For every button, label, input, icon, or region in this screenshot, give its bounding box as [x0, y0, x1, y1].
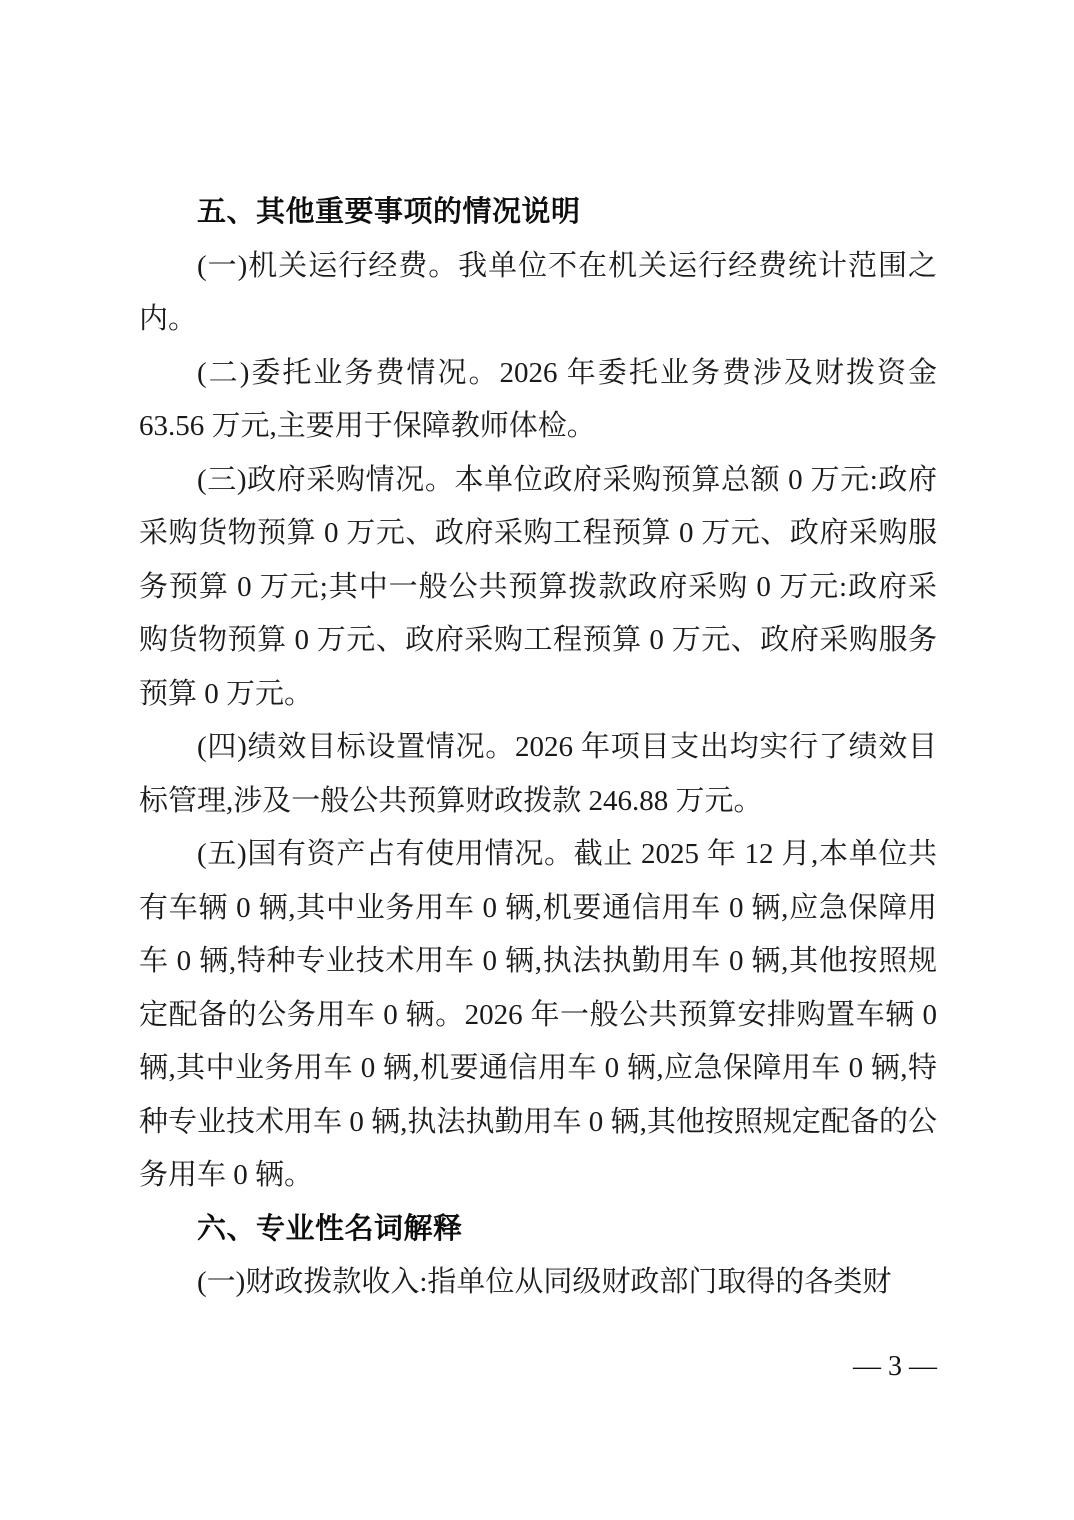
paragraph-performance-targets: (四)绩效目标设置情况。2026 年项目支出均实行了绩效目标管理,涉及一般公共预算财政拨款 246.88 万元。	[139, 731, 937, 817]
paragraph-state-owned-assets: (五)国有资产占有使用情况。截止 2025 年 12 月,本单位共有车辆 0 辆,其中业务用车 0 辆,机要通信用车 0 辆,应急保障用车 0 辆,特种专业技术用车 0 辆,执法执勤用车 0 辆,其他按照规定配备的公务用车 0 辆。2026 年一般公共预算安排购置车辆 0 辆,其中业务用车 0 辆,机要通信用车 0 辆,应急保障用车 0 辆,特种专业技术用车 0 辆,执法执勤用车 0 辆,其他按照规定配备的公务用车 0 辆。	[139, 838, 937, 1191]
paragraph-entrusted-business-fees: (二)委托业务费情况。2026 年委托业务费涉及财拨资金 63.56 万元,主要用于保障教师体检。	[139, 356, 937, 442]
paragraph-agency-operating-funds: (一)机关运行经费。我单位不在机关运行经费统计范围之内。	[139, 249, 937, 335]
section-heading-6: 六、专业性名词解释	[197, 1212, 463, 1245]
paragraph-fiscal-appropriation-definition: (一)财政拨款收入:指单位从同级财政部门取得的各类财	[197, 1266, 892, 1298]
section-heading-5: 五、其他重要事项的情况说明	[197, 196, 581, 228]
page-number: — 3 —	[853, 1351, 937, 1382]
document-body	[139, 186, 937, 1310]
paragraph-government-procurement: (三)政府采购情况。本单位政府采购预算总额 0 万元:政府采购货物预算 0 万元、政府采购工程预算 0 万元、政府采购服务预算 0 万元;其中一般公共预算拨款政府采购 0 万元:政府采购货物预算 0 万元、政府采购工程预算 0 万元、政府采购服务预算 0 万元。	[139, 463, 937, 710]
